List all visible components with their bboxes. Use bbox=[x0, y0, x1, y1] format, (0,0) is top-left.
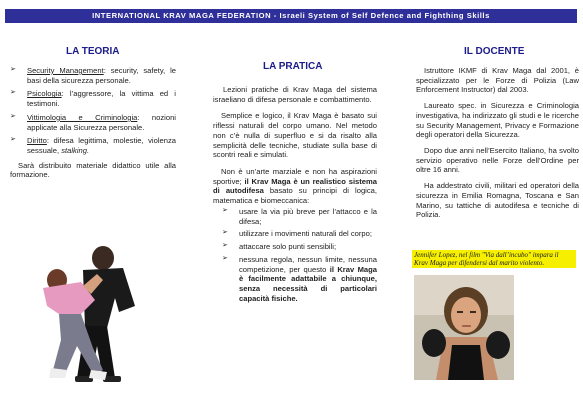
item-term: Security Management bbox=[27, 66, 104, 75]
item-term: Psicologia bbox=[27, 89, 62, 99]
list-item bbox=[222, 229, 377, 239]
item-text: nozioni applicate alla Sicurezza personale. bbox=[27, 112, 176, 132]
boxing-photo-illustration bbox=[414, 275, 514, 380]
arrow-bullet-icon: ➢ bbox=[222, 242, 228, 250]
arrow-bullet-icon: ➢ bbox=[10, 66, 16, 73]
pratica-text-block bbox=[213, 85, 377, 306]
docente-paragraph: Ha addestrato civili, militari ed operatori della sicurezza in Emilia Romagna, Toscana e San Marino, su tattiche di autodifesa e tecniche di Polizia. bbox=[416, 181, 579, 220]
pratica-list bbox=[213, 207, 377, 303]
teoria-title: LA TEORIA bbox=[66, 46, 120, 57]
item-text: utilizzare i movimenti naturali del corpo; bbox=[239, 229, 372, 239]
pratica-paragraph: Lezioni pratiche di Krav Maga del sistema israeliano di difesa personale e combattimento. bbox=[213, 85, 377, 104]
list-item: ➢ nessuna regola, nessun limite, nessuna competizione, per questo il Krav Maga è facilmente adattabile a chiunque, senza necessità di particolari capacità fisiche. bbox=[222, 254, 377, 303]
item-text: difesa legittima, molestie, violenza sessuale, bbox=[27, 136, 176, 156]
list-item bbox=[222, 242, 377, 252]
arrow-bullet-icon: ➢ bbox=[222, 206, 228, 214]
item-text: usare la via più breve per l’attacco e la difesa; bbox=[239, 206, 377, 226]
item-term: Vittimologia e Criminologia bbox=[27, 112, 138, 122]
docente-paragraph: Istruttore IKMF di Krav Maga dal 2001, è specializzato per le Forze di Polizia (Law Enforcement Instructor) dal 2003. bbox=[416, 66, 579, 95]
teoria-list bbox=[10, 66, 176, 156]
arrow-bullet-icon: ➢ bbox=[222, 254, 228, 262]
list-item: ➢ Security Management: security, safety, le basi della sicurezza personale. bbox=[10, 66, 176, 85]
docente-paragraph: Laureato spec. in Sicurezza e Criminologia investigativa, ha indirizzato gli studi e le ricerche su Security Management, Privacy e Formazione degli operatori della Sicurezza. bbox=[416, 101, 579, 140]
teoria-footer: Sarà distribuito materiale didattico utile alla formazione. bbox=[10, 160, 176, 180]
teoria-text-block bbox=[10, 66, 176, 180]
docente-paragraph: Dopo due anni nell’Esercito Italiano, ha svolto servizio operativo nelle Forze dell’Ordine per oltre 16 anni. bbox=[416, 146, 579, 175]
item-text: l’aggressore, la vittima ed i testimoni. bbox=[27, 89, 176, 109]
arrow-bullet-icon: ➢ bbox=[10, 112, 16, 120]
item-text: security, safety, le basi della sicurezza personale. bbox=[27, 66, 176, 85]
pratica-paragraph: Semplice e logico, il Krav Maga è basato sui riflessi naturali del corpo umano. Nel metodo non c’è nulla di superfluo e si da risalto alla semplicità delle tecniche, studiate sulla base di scontri reali e simulati. bbox=[213, 111, 377, 160]
krav-maga-training-photo bbox=[23, 228, 163, 388]
arrow-bullet-icon: ➢ bbox=[10, 136, 16, 144]
header-banner: INTERNATIONAL KRAV MAGA FEDERATION - Israeli System of Self Defence and Fighthing Skills bbox=[5, 9, 577, 23]
arrow-bullet-icon: ➢ bbox=[10, 89, 16, 97]
pratica-title: LA PRATICA bbox=[263, 61, 323, 72]
docente-title: IL DOCENTE bbox=[464, 46, 525, 57]
item-text: nessuna regola, nessun limite, nessuna competizione, per questo bbox=[239, 254, 377, 274]
arrow-bullet-icon: ➢ bbox=[222, 229, 228, 237]
training-photo-illustration bbox=[23, 228, 163, 388]
list-item: ➢ Diritto: difesa legittima, molestie, violenza sessuale, stalking. bbox=[10, 136, 176, 156]
jennifer-lopez-photo bbox=[414, 275, 514, 380]
list-item bbox=[222, 207, 377, 226]
pratica-paragraph: Non è un’arte marziale e non ha aspirazioni sportive; il Krav Maga è un realistico sistema di autodifesa basato su principi di logica, matematica e biomeccanica: bbox=[213, 167, 377, 206]
item-text: attaccare solo punti sensibili; bbox=[239, 242, 337, 252]
photo-caption: Jennifer Lopez, nel film "Via dall’incubo" impara il Krav Maga per difendersi dal marito violento. bbox=[412, 250, 576, 268]
item-term: Diritto bbox=[27, 136, 47, 146]
list-item: ➢ Psicologia: l’aggressore, la vittima ed i testimoni. bbox=[10, 89, 176, 109]
docente-text-block bbox=[416, 66, 579, 220]
list-item: ➢ Vittimologia e Criminologia: nozioni applicate alla Sicurezza personale. bbox=[10, 112, 176, 132]
